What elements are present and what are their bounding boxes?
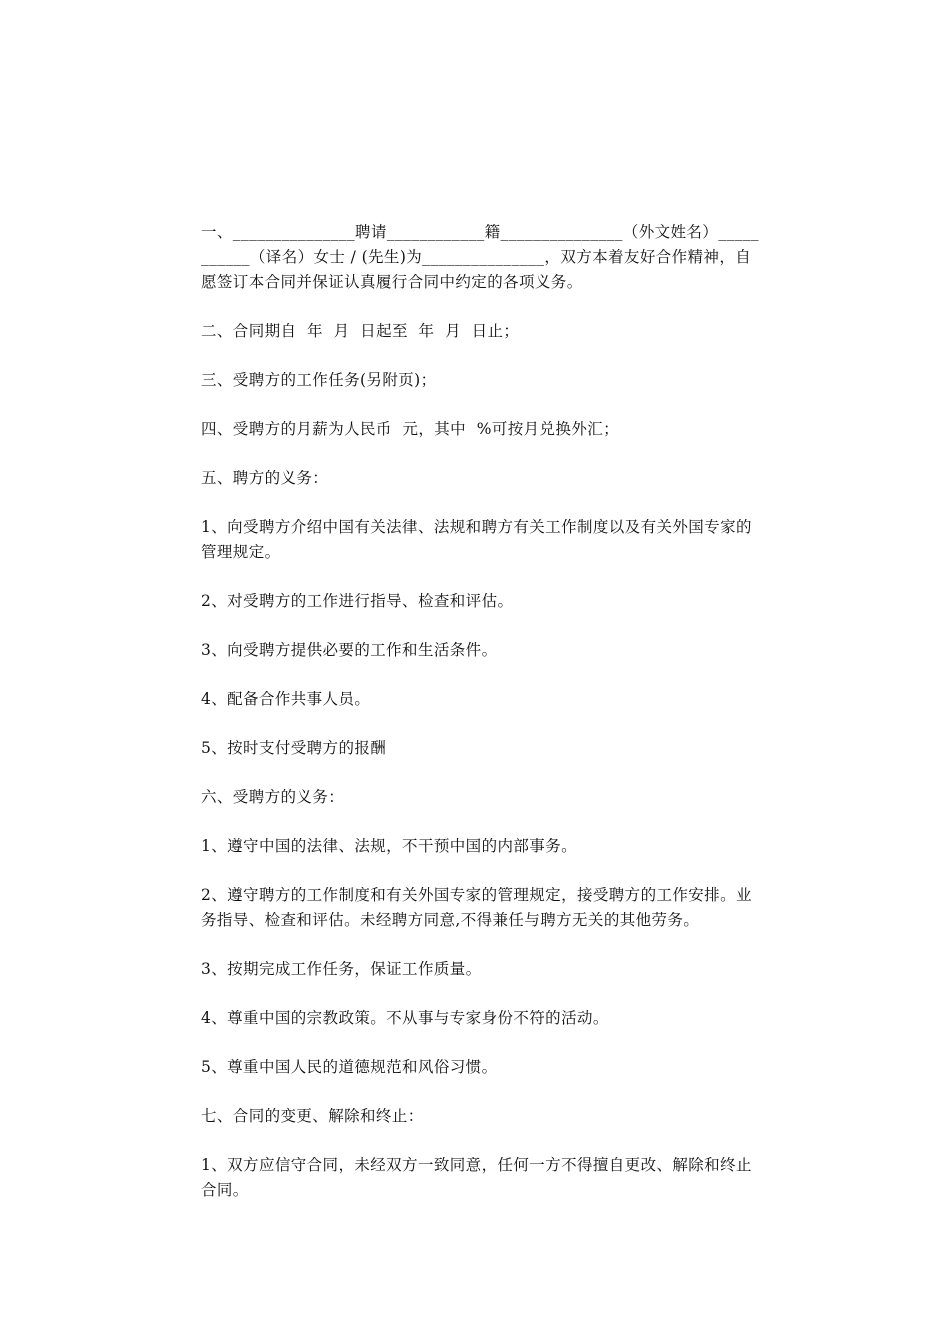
clause-7-heading: 七、合同的变更、解除和终止： bbox=[201, 1107, 424, 1125]
clause-6-item-5: 5、尊重中国人民的道德规范和风俗习惯。 bbox=[201, 1058, 498, 1076]
document-body bbox=[201, 220, 761, 1227]
clause-1-parties: 一、_______________聘请____________籍_______________（外文姓名）___________（译名）女士 / (先生)为_______________，双方本着友好合作精神，自愿签订本合同并保证认真履行合同中约定的各项义务。 bbox=[201, 223, 759, 291]
clause-5-heading: 五、聘方的义务： bbox=[201, 469, 329, 487]
clause-2-term: 二、合同期自 年 月 日起至 年 月 日止； bbox=[201, 322, 520, 340]
clause-5-item-4: 4、配备合作共事人员。 bbox=[201, 690, 371, 708]
clause-5-item-3: 3、向受聘方提供必要的工作和生活条件。 bbox=[201, 641, 498, 659]
clause-5-item-2: 2、对受聘方的工作进行指导、检查和评估。 bbox=[201, 592, 514, 610]
clause-6-heading: 六、受聘方的义务： bbox=[201, 788, 345, 806]
clause-4-salary: 四、受聘方的月薪为人民币 元，其中 %可按月兑换外汇； bbox=[201, 420, 620, 438]
clause-6-item-4: 4、尊重中国的宗教政策。不从事与专家身份不符的活动。 bbox=[201, 1009, 609, 1027]
clause-6-item-2: 2、遵守聘方的工作制度和有关外国专家的管理规定，接受聘方的工作安排。业务指导、检查和评估。未经聘方同意,不得兼任与聘方无关的其他劳务。 bbox=[201, 886, 752, 929]
clause-6-item-3: 3、按期完成工作任务，保证工作质量。 bbox=[201, 960, 482, 978]
clause-3-tasks: 三、受聘方的工作任务(另附页)； bbox=[201, 371, 437, 389]
clause-5-item-5: 5、按时支付受聘方的报酬 bbox=[201, 739, 387, 757]
clause-5-item-1: 1、向受聘方介绍中国有关法律、法规和聘方有关工作制度以及有关外国专家的管理规定。 bbox=[201, 518, 752, 561]
clause-7-item-1: 1、双方应信守合同，未经双方一致同意，任何一方不得擅自更改、解除和终止合同。 bbox=[201, 1156, 752, 1199]
clause-6-item-1: 1、遵守中国的法律、法规，不干预中国的内部事务。 bbox=[201, 837, 577, 855]
